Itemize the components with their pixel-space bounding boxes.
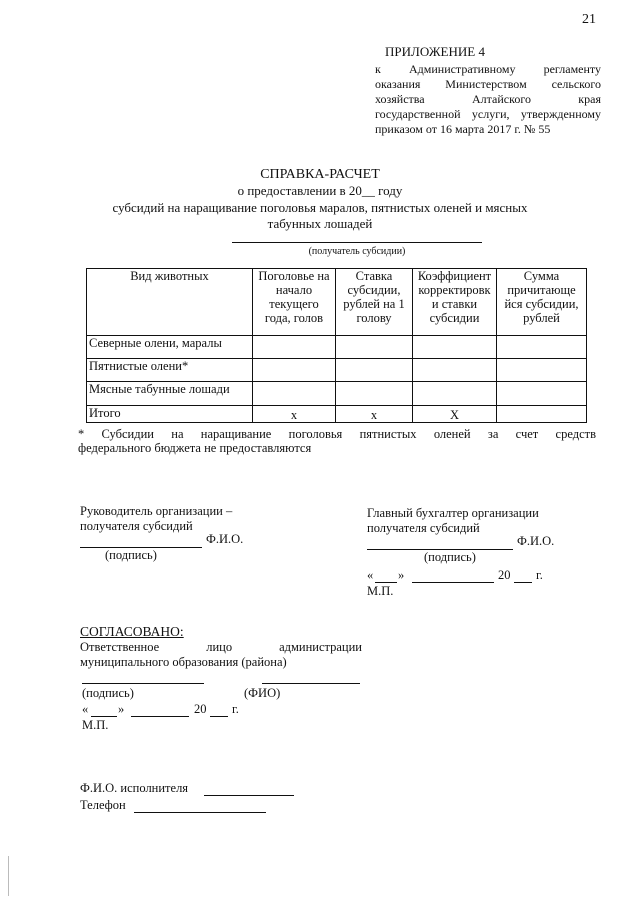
table-row [87,382,587,406]
phone-line [134,812,266,813]
table-row-total [87,406,587,423]
footnote-line: * Субсидии на наращивание поголовья пятнистых оленей за счет средств [78,427,596,441]
table-cell: Х [413,406,497,423]
table-cell [336,382,413,406]
footnote [78,427,596,455]
date-day-line [375,582,397,583]
approval-signature-line [82,683,204,684]
table-cell: Северные олени, маралы [87,336,253,359]
table-cell [253,336,336,359]
executor-line [204,795,294,796]
date-month-line [131,716,189,717]
date-year-line [514,582,532,583]
table-header: Сумма причитающе йся субсидии, рублей [497,269,587,336]
annex-line: приказом от 16 марта 2017 г. № 55 [375,122,551,136]
approval-fio-line [262,683,360,684]
chief-title: получателя субсидий [367,521,480,535]
table-cell [253,359,336,382]
table-cell [336,359,413,382]
table-cell [336,336,413,359]
approval-text: Ответственное лицо администрации [80,640,362,654]
approval-title: СОГЛАСОВАНО: [80,624,184,639]
date-quote-close: » [398,568,405,582]
table-cell [497,382,587,406]
phone-label: Телефон [80,798,126,812]
table-cell [253,382,336,406]
table-cell: Итого [87,406,253,423]
footnote-line: федерального бюджета не предоставляются [78,441,312,455]
table-cell [413,382,497,406]
table-cell [497,359,587,382]
table-header: Ставка субсидии, рублей на 1 голову [336,269,413,336]
head-title: Руководитель организации – [80,504,233,518]
table-header-row [87,269,587,336]
table-header: Поголовье на начало текущего года, голов [253,269,336,336]
table-header: Вид животных [87,269,253,336]
approval-fio-caption: (ФИО) [244,686,281,700]
annex-title: ПРИЛОЖЕНИЕ 4 [385,44,485,59]
date-year-prefix: 20 [194,702,207,716]
annex-line: хозяйства Алтайского края [375,92,601,106]
table-row [87,359,587,382]
document-title: СПРАВКА-РАСЧЕТ [260,167,380,182]
annex-line: государственной услуги, утвержденному [375,107,601,121]
date-month-line [412,582,494,583]
document-subtitle: табунных лошадей [267,216,373,231]
date-quote-close: » [118,702,125,716]
annex-line: оказания Министерством сельского [375,77,601,91]
table-cell: Мясные табунные лошади [87,382,253,406]
approval-text: муниципального образования (района) [80,655,287,669]
table-cell: х [253,406,336,423]
annex-line: к Административному регламенту [375,62,601,76]
page-edge-mark [8,856,9,896]
document-subtitle: субсидий на наращивание поголовья маралов, пятнистых оленей и мясных [112,200,528,215]
calculation-table [86,268,587,423]
table-cell [497,406,587,423]
document-subtitle: о предоставлении в 20__ году [237,183,403,198]
table-row [87,336,587,359]
seal-mark: М.П. [367,584,394,598]
recipient-caption: (получатель субсидии) [308,246,406,257]
seal-mark: М.П. [82,718,109,732]
chief-signature-caption: (подпись) [424,550,476,564]
date-year-suffix: г. [232,702,239,716]
date-quote-open: « [82,702,89,716]
executor-label: Ф.И.О. исполнителя [80,781,189,795]
table-cell [413,336,497,359]
approval-signature-caption: (подпись) [82,686,134,700]
chief-fio-label: Ф.И.О. [517,534,555,548]
table-cell [413,359,497,382]
recipient-blank-line [232,242,482,243]
annex-text [375,62,601,137]
head-title: получателя субсидий [80,519,193,533]
page-number: 21 [582,12,596,27]
head-fio-label: Ф.И.О. [206,532,244,546]
table-cell: х [336,406,413,423]
date-day-line [91,716,117,717]
date-year-suffix: г. [536,568,543,582]
head-signature-caption: (подпись) [105,548,157,562]
chief-title: Главный бухгалтер организации [367,506,539,520]
table-cell [497,336,587,359]
date-year-prefix: 20 [498,568,511,582]
table-cell: Пятнистые олени* [87,359,253,382]
date-quote-open: « [367,568,374,582]
table-header: Коэффициент корректировк и ставки субсидии [413,269,497,336]
date-year-line [210,716,228,717]
